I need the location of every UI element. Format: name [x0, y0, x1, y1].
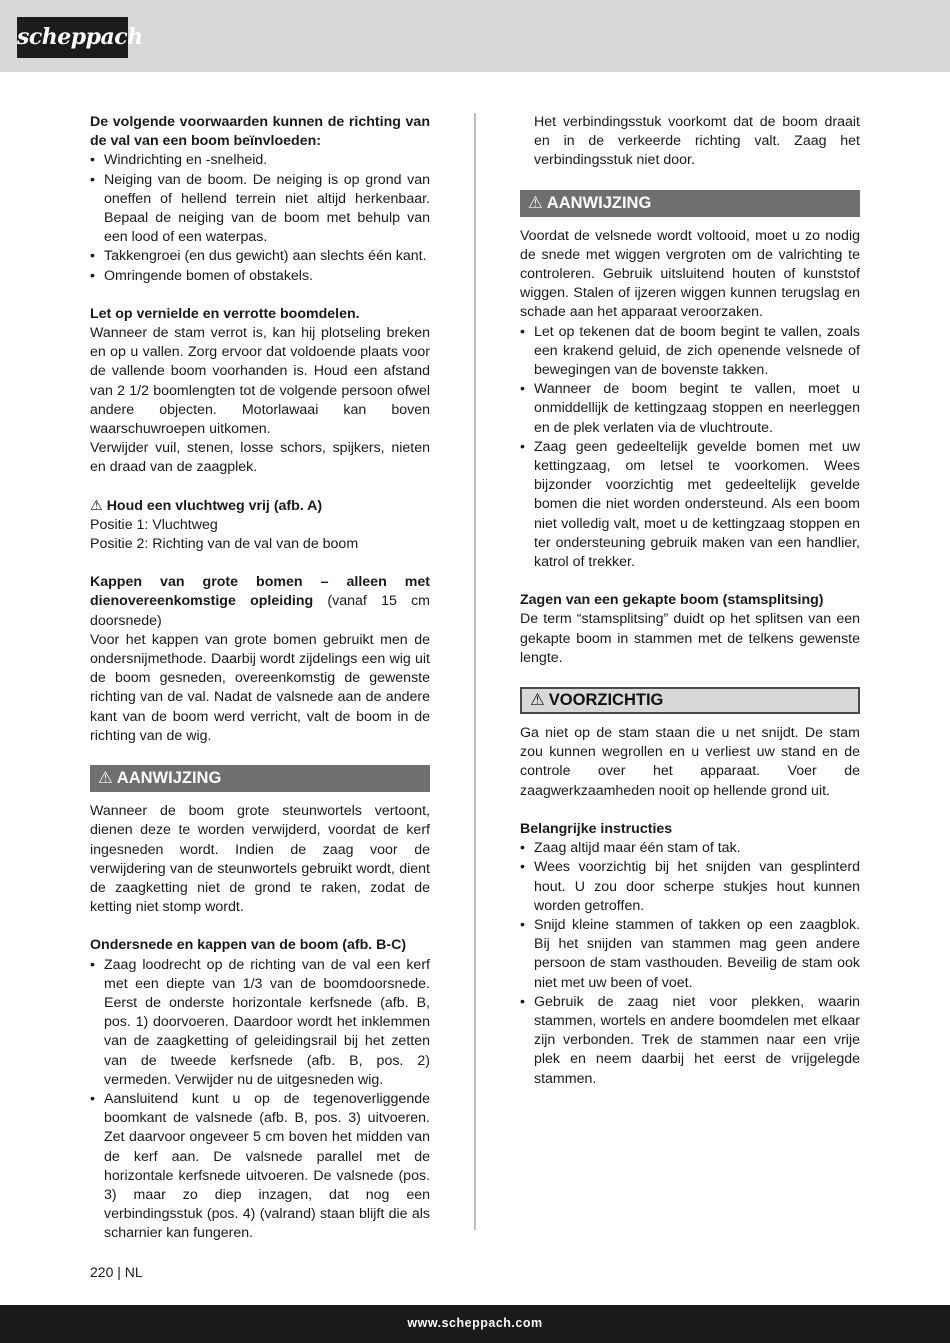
instructions-list: [520, 839, 860, 1089]
notice-box-aanwijzing: [90, 765, 430, 792]
fall-conditions-list: [90, 151, 430, 285]
page-footer-label: [90, 1264, 143, 1280]
warning-icon: ⚠: [90, 497, 103, 514]
undercut-list: [90, 956, 430, 1244]
website-link[interactable]: www.scheppach.com: [407, 1316, 543, 1330]
list-item: • Windrichting en -snelheid.: [90, 151, 430, 170]
heading-text: Houd een vluchtweg vrij (afb. A): [106, 497, 323, 514]
paragraph: Wanneer de stam verrot is, kan hij plotseling breken en op u vallen. Zorg ervoor dat voldoende plaats voor de vallende boom voorhanden is. Houd een afstand van 2 1/2 boomlengten tot de volgende persoon ofwel andere objecten. Motorlawaai kan boven waarschuwroepen uitkomen.: [90, 325, 430, 438]
position-line-2: Positie 2: Richting van de val van de boom: [90, 536, 359, 553]
felling-tips-list: [520, 323, 860, 573]
section-heading-escape-route: [90, 497, 430, 516]
section-heading-instructions: Belangrijke instructies: [520, 820, 673, 837]
section-heading-rotten-parts: Let op vernielde en verrotte boomdelen.: [90, 305, 360, 322]
column-divider: [474, 113, 476, 1230]
notice-label: VOORZICHTIG: [548, 691, 664, 710]
notice-label: AANWIJZING: [546, 193, 652, 212]
notice-box-aanwijzing-2: [520, 190, 860, 217]
position-line-1: Positie 1: Vluchtweg: [90, 516, 218, 533]
notice-box-voorzichtig: [520, 687, 860, 714]
list-item: • Takkengroei (en dus gewicht) aan slechts één kant.: [90, 247, 430, 266]
paragraph: Voordat de velsnede wordt voltooid, moet u zo nodig de snede met wiggen vergroten om de valrichting te controleren. Gebruik uitsluitend houten of kunststof wiggen. Stalen of ijzeren wiggen kunnen terugslag en schade aan het apparaat veroorzaken.: [520, 227, 860, 321]
list-item: • Zaag geen gedeeltelijk gevelde bomen met uw kettingzaag, om letsel te voorkomen. Wees bijzonder voorzichtig met gedeeltelijk gevelde bomen die niet worden ondersteund. Als een boom niet volledig valt, moet u de kettingzaag stoppen en ter ondersteuning gebruik maken van een handlier, katrol of trekker.: [520, 438, 860, 572]
list-item: • Neiging van de boom. De neiging is op grond van oneffen of hellend terrein niet altijd herkenbaar. Bepaal de neiging van de boom met behulp van een lood of een waterpas.: [90, 171, 430, 248]
separator: |: [113, 1264, 125, 1280]
list-item: • Wees voorzichtig bij het snijden van gesplinterd hout. U zou door scherpe stukjes hout kunnen worden getroffen.: [520, 858, 860, 916]
paragraph: De term “stamsplitsing” duidt op het splitsen van een gekapte boom in stammen met de telkens gewenste lengte.: [520, 611, 860, 666]
warning-icon: ⚠: [98, 769, 113, 788]
section-heading-fall-conditions: De volgende voorwaarden kunnen de richting van de val van een boom beïnvloeden:: [90, 114, 430, 150]
section-heading-large-trees: [90, 573, 430, 631]
language-code: NL: [124, 1264, 143, 1280]
page-number: 220: [90, 1264, 114, 1280]
list-item: • Wanneer de boom begint te vallen, moet u onmiddellijk de kettingzaag stoppen en neerleggen en de plek verlaten via de vluchtroute.: [520, 380, 860, 438]
section-heading-undercut: Ondersnede en kappen van de boom (afb. B-C): [90, 937, 407, 954]
warning-icon: ⚠: [528, 193, 543, 212]
footer-bar: [0, 1305, 950, 1343]
left-column: [90, 113, 430, 1244]
paragraph: Ga niet op de stam staan die u net snijdt. De stam zou kunnen wegrollen en u verliest uw stand en de controle over het apparaat. Voer de zaagwerkzaamheden nooit op hellende grond uit.: [520, 725, 860, 799]
list-item: • Snijd kleine stammen of takken op een zaagblok. Bij het snijden van stammen mag geen andere persoon de stam vasthouden. Beveilig de stam ook niet met uw been of voet.: [520, 916, 860, 993]
paragraph: Voor het kappen van grote bomen gebruikt men de ondersnijmethode. Daarbij wordt zijdelings een wig uit de boom gesneden, overeenkomstig de gewenste richting van de val. Nadat de valsnede aan de andere kant van de boom werd verricht, valt de boom in de richting van de wig.: [90, 631, 430, 744]
right-column: [520, 113, 860, 1089]
header-band: [0, 0, 950, 72]
warning-icon: ⚠: [530, 691, 545, 710]
heading-suffix: (vanaf 15 cm doorsnede): [90, 593, 430, 629]
list-item: • Let op tekenen dat de boom begint te vallen, zoals een krakend geluid, de zich openende velsnede of bewegingen van de bovenste takken.: [520, 323, 860, 381]
list-item: • Zaag loodrecht op de richting van de val een kerf met een diepte van 1/3 van de boomdoorsnede. Eerst de onderste horizontale kerfsnede (afb. B, pos. 1) doorvoeren. Daardoor wordt het inklemmen van de zaagketting of geleidingsrail bij het zetten van de tweede kerfsnede (afb. B, pos. 2) vermeden. Verwijder nu de uitgesneden wig.: [90, 956, 430, 1090]
list-item: • Zaag altijd maar één stam of tak.: [520, 839, 860, 858]
paragraph: Wanneer de boom grote steunwortels vertoont, dienen deze te worden verwijderd, voordat de kerf ingesneden wordt. Indien de zaag voor de verwijdering van de steunwortels gebruikt wordt, dient de zaagketting niet de grond te raken, zodat de ketting niet stomp wordt.: [90, 803, 430, 916]
list-item: • Aansluitend kunt u op de tegenoverliggende boomkant de valsnede (afb. B, pos. 3) uitvoeren. Zet daarvoor ongeveer 5 cm boven het midden van de kerf aan. De valsnede parallel met de horizontale kerfsnede uitvoeren. De valsnede (pos. 3) maar zo diep inzagen, dat nog een verbindingsstuk (pos. 4) (valrand) staan blijft die als scharnier kan fungeren.: [90, 1090, 430, 1244]
list-item: • Omringende bomen of obstakels.: [90, 267, 430, 286]
section-heading-stem-splitting: Zagen van een gekapte boom (stamsplitsing): [520, 592, 824, 609]
paragraph: Verwijder vuil, stenen, losse schors, spijkers, nieten en draad van de zaagplek.: [90, 440, 430, 476]
brand-logo: scheppach: [17, 17, 128, 58]
list-item: • Gebruik de zaag niet voor plekken, waarin stammen, wortels en andere boomdelen met elkaar zijn verbonden. Trek de stammen naar een vrije plek en neem daarbij het eerst de vrijgelegde stammen.: [520, 993, 860, 1089]
notice-label: AANWIJZING: [116, 769, 222, 788]
heading-text: Kappen van grote bomen – alleen met dienovereenkomstige opleiding: [90, 574, 430, 610]
paragraph: Het verbindingsstuk voorkomt dat de boom draait en in de verkeerde richting valt. Zaag het verbindingsstuk niet door.: [534, 114, 860, 169]
